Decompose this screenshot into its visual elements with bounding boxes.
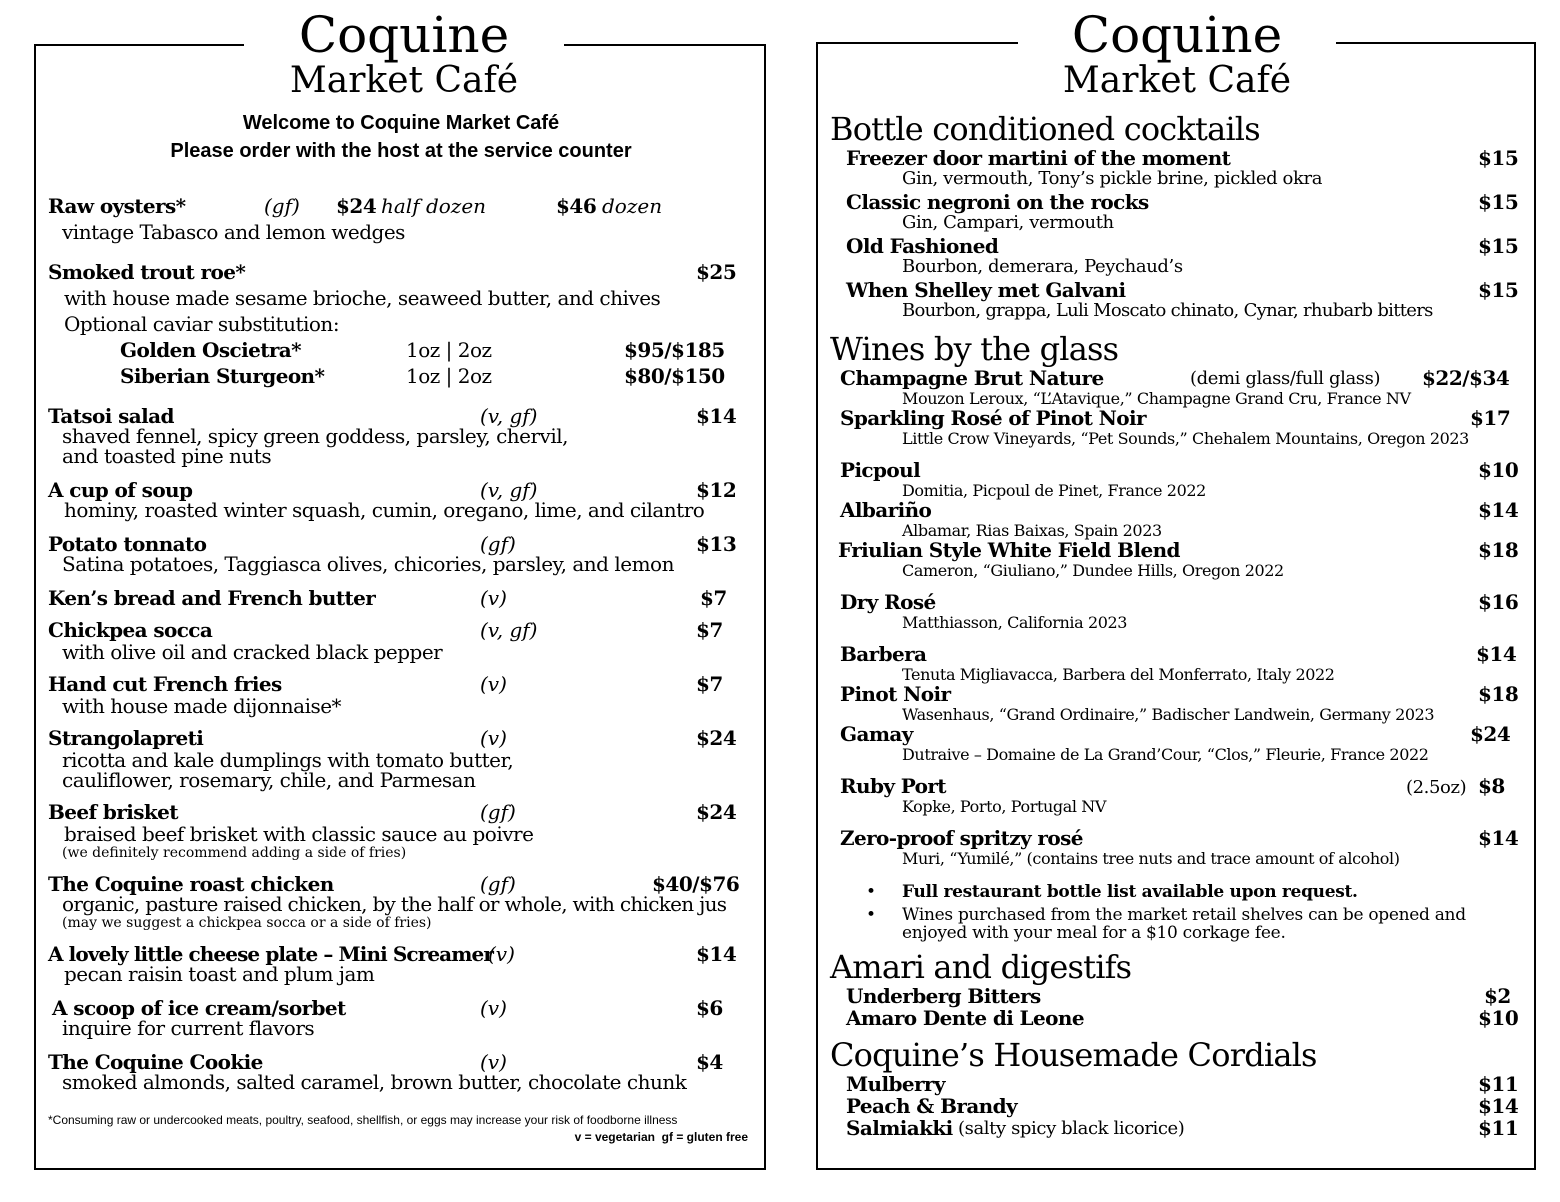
drink-name: Classic negroni on the rocks [846, 190, 1149, 214]
item-name: Hand cut French fries [48, 672, 282, 696]
item-price: $46 [556, 194, 597, 218]
menu-title-left [244, 8, 564, 100]
drink-desc: Cameron, “Giuliano,” Dundee Hills, Oregon 2022 [902, 561, 1284, 580]
drink-price: $17 [1470, 406, 1511, 430]
drink-price: $14 [1476, 642, 1517, 666]
item-price: $14 [696, 942, 737, 966]
item-price: $24 [336, 194, 377, 218]
drink-price: $15 [1478, 190, 1519, 214]
dietary-tag: (v) [480, 1050, 507, 1074]
item-desc: with olive oil and cracked black pepper [62, 640, 443, 664]
drink-name: Picpoul [840, 458, 921, 482]
drink-name: Amaro Dente di Leone [846, 1006, 1084, 1030]
drink-desc: Bourbon, demerara, Peychaud’s [902, 256, 1183, 277]
bullet-dot: • [866, 905, 876, 925]
item-name: Beef brisket [48, 800, 178, 824]
item-price: $7 [696, 618, 723, 642]
item-desc: smoked almonds, salted caramel, brown butter, chocolate chunk [62, 1070, 687, 1094]
drink-desc: Mouzon Leroux, “L’Atavique,” Champagne Grand Cru, France NV [902, 389, 1411, 408]
menu-title-right [1018, 8, 1336, 100]
drink-price: $15 [1478, 278, 1519, 302]
dietary-tag: (v) [480, 586, 507, 610]
item-price: $12 [696, 478, 737, 502]
drink-desc: Wasenhaus, “Grand Ordinaire,” Badischer Landwein, Germany 2023 [902, 705, 1435, 724]
drink-desc: (salty spicy black licorice) [958, 1118, 1185, 1139]
item-desc: and toasted pine nuts [62, 444, 272, 468]
drink-desc: Muri, “Yumilé,” (contains tree nuts and trace amount of alcohol) [902, 849, 1400, 868]
drink-name: Friulian Style White Field Blend [838, 538, 1180, 562]
drink-price: $15 [1478, 234, 1519, 258]
caviar-size: 1oz | 2oz [406, 338, 492, 362]
drink-desc: Domitia, Picpoul de Pinet, France 2022 [902, 481, 1206, 500]
section-heading-wines: Wines by the glass [830, 330, 1119, 368]
dietary-tag: (v) [488, 942, 515, 966]
portion-label: half dozen [381, 194, 487, 218]
item-price: $24 [696, 800, 737, 824]
foodborne-warning: *Consuming raw or undercooked meats, poultry, seafood, shellfish, or eggs may increase your risk of foodborne illness [48, 1113, 678, 1127]
drink-name: Zero-proof spritzy rosé [840, 826, 1083, 850]
item-name: The Coquine Cookie [48, 1050, 263, 1074]
caviar-price: $95/$185 [624, 338, 725, 362]
caviar-price: $80/$150 [624, 364, 725, 388]
item-desc: vintage Tabasco and lemon wedges [62, 220, 405, 244]
drink-name: When Shelley met Galvani [846, 278, 1126, 302]
item-desc: Satina potatoes, Taggiasca olives, chicories, parsley, and lemon [62, 552, 674, 576]
drink-price: $8 [1478, 774, 1505, 798]
drink-name: Ruby Port [840, 774, 946, 798]
drink-price: $10 [1478, 458, 1519, 482]
corkage-note: enjoyed with your meal for a $10 corkage fee. [902, 923, 1286, 943]
portion-label: dozen [602, 194, 663, 218]
drink-price: $10 [1478, 1006, 1519, 1030]
item-price: $25 [696, 260, 737, 284]
welcome-line-1: Welcome to Coquine Market Café [242, 112, 560, 134]
drink-price: $18 [1478, 682, 1519, 706]
item-name: The Coquine roast chicken [48, 872, 334, 896]
drink-name: Albariño [840, 498, 932, 522]
item-desc: with house made sesame brioche, seaweed butter, and chives [64, 286, 661, 310]
section-heading-cocktails: Bottle conditioned cocktails [830, 110, 1260, 148]
drink-price: $16 [1478, 590, 1519, 614]
drink-name: Dry Rosé [840, 590, 936, 614]
welcome-line-2: Please order with the host at the service counter [170, 140, 632, 162]
drink-name: Salmiakki [846, 1116, 953, 1140]
serving-note: (2.5oz) [1406, 777, 1467, 798]
drink-desc: Dutraive – Domaine de La Grand’Cour, “Clos,” Fleurie, France 2022 [902, 745, 1429, 764]
item-desc: inquire for current flavors [62, 1016, 315, 1040]
corkage-note: Wines purchased from the market retail shelves can be opened and [902, 905, 1466, 925]
dietary-tag: (v, gf) [480, 618, 538, 642]
caviar-size: 1oz | 2oz [406, 364, 492, 388]
serving-note: (demi glass/full glass) [1190, 368, 1381, 389]
drink-price: $24 [1470, 722, 1511, 746]
drink-desc: Gin, Campari, vermouth [902, 212, 1114, 233]
dietary-legend: v = vegetarian gf = gluten free [574, 1130, 748, 1144]
drink-name: Underberg Bitters [846, 984, 1041, 1008]
item-desc: pecan raisin toast and plum jam [64, 962, 375, 986]
caviar-optional-label: Optional caviar substitution: [64, 312, 340, 336]
drink-price: $11 [1478, 1116, 1519, 1140]
drink-price: $14 [1478, 498, 1519, 522]
item-name: A scoop of ice cream/sorbet [52, 996, 346, 1020]
drink-desc: Albamar, Rias Baixas, Spain 2023 [902, 521, 1162, 540]
brand-name: Coquine [1071, 6, 1283, 64]
item-desc: with house made dijonnaise* [62, 694, 342, 718]
drink-name: Champagne Brut Nature [840, 366, 1104, 390]
item-name: Potato tonnato [48, 532, 207, 556]
drink-price: $18 [1478, 538, 1519, 562]
item-price: $7 [696, 672, 723, 696]
dietary-tag: (v, gf) [480, 478, 538, 502]
item-desc: hominy, roasted winter squash, cumin, oregano, lime, and cilantro [64, 498, 705, 522]
brand-subtitle: Market Café [289, 60, 519, 101]
dietary-tag: (gf) [480, 872, 516, 896]
item-note: (may we suggest a chickpea socca or a side of fries) [62, 915, 432, 931]
item-price: $40/$76 [652, 872, 740, 896]
caviar-name: Siberian Sturgeon* [120, 364, 325, 388]
item-name: Ken’s bread and French butter [48, 586, 376, 610]
section-heading-cordials: Coquine’s Housemade Cordials [830, 1036, 1317, 1074]
item-name: Smoked trout roe* [48, 260, 246, 284]
drink-desc: Little Crow Vineyards, “Pet Sounds,” Chehalem Mountains, Oregon 2023 [902, 429, 1469, 448]
item-note: (we definitely recommend adding a side of fries) [62, 845, 407, 861]
brand-name: Coquine [298, 6, 510, 64]
brand-subtitle: Market Café [1062, 60, 1292, 101]
drink-name: Freezer door martini of the moment [846, 146, 1231, 170]
drink-price: $15 [1478, 146, 1519, 170]
drink-price: $14 [1478, 1094, 1519, 1118]
bullet-dot: • [866, 882, 876, 902]
item-name: A cup of soup [48, 478, 193, 502]
item-price: $4 [696, 1050, 723, 1074]
item-price: $13 [696, 532, 737, 556]
drink-desc: Matthiasson, California 2023 [902, 613, 1128, 632]
drink-price: $2 [1484, 984, 1511, 1008]
drink-name: Old Fashioned [846, 234, 999, 258]
item-desc: braised beef brisket with classic sauce au poivre [64, 822, 534, 846]
drink-desc: Bourbon, grappa, Luli Moscato chinato, Cynar, rhubarb bitters [902, 300, 1433, 321]
dietary-tag: (v) [480, 726, 507, 750]
item-name: Tatsoi salad [48, 404, 174, 428]
item-price: $6 [696, 996, 723, 1020]
drink-name: Pinot Noir [840, 682, 951, 706]
drink-desc: Gin, vermouth, Tony’s pickle brine, pickled okra [902, 168, 1323, 189]
drink-name: Mulberry [846, 1072, 945, 1096]
drink-price: $22/$34 [1422, 366, 1510, 390]
drink-desc: Kopke, Porto, Portugal NV [902, 797, 1107, 816]
item-name: Raw oysters* [48, 194, 186, 218]
caviar-name: Golden Oscietra* [120, 338, 302, 362]
dietary-tag: (v) [480, 996, 507, 1020]
item-price: $7 [700, 586, 727, 610]
drink-price: $11 [1478, 1072, 1519, 1096]
dietary-tag: (gf) [480, 532, 516, 556]
item-desc: ricotta and kale dumplings with tomato butter, [62, 748, 514, 772]
section-heading-amari: Amari and digestifs [830, 948, 1132, 986]
dietary-tag: (gf) [480, 800, 516, 824]
item-desc: organic, pasture raised chicken, by the half or whole, with chicken jus [62, 892, 727, 916]
item-name: A lovely little cheese plate – Mini Screamer [48, 942, 493, 966]
drink-desc: Tenuta Migliavacca, Barbera del Monferrato, Italy 2022 [902, 665, 1335, 684]
dietary-tag: (v) [480, 672, 507, 696]
drink-price: $14 [1478, 826, 1519, 850]
dietary-tag: (gf) [264, 194, 300, 218]
item-desc: shaved fennel, spicy green goddess, parsley, chervil, [62, 424, 568, 448]
dietary-tag: (v, gf) [480, 404, 538, 428]
item-name: Chickpea socca [48, 618, 213, 642]
bottle-list-note: Full restaurant bottle list available upon request. [902, 882, 1358, 902]
drink-name: Sparkling Rosé of Pinot Noir [840, 406, 1146, 430]
item-desc: cauliflower, rosemary, chile, and Parmesan [62, 768, 476, 792]
drink-name: Peach & Brandy [846, 1094, 1018, 1118]
drink-name: Gamay [840, 722, 913, 746]
item-price: $24 [696, 726, 737, 750]
item-name: Strangolapreti [48, 726, 204, 750]
drink-name: Barbera [840, 642, 927, 666]
item-price: $14 [696, 404, 737, 428]
